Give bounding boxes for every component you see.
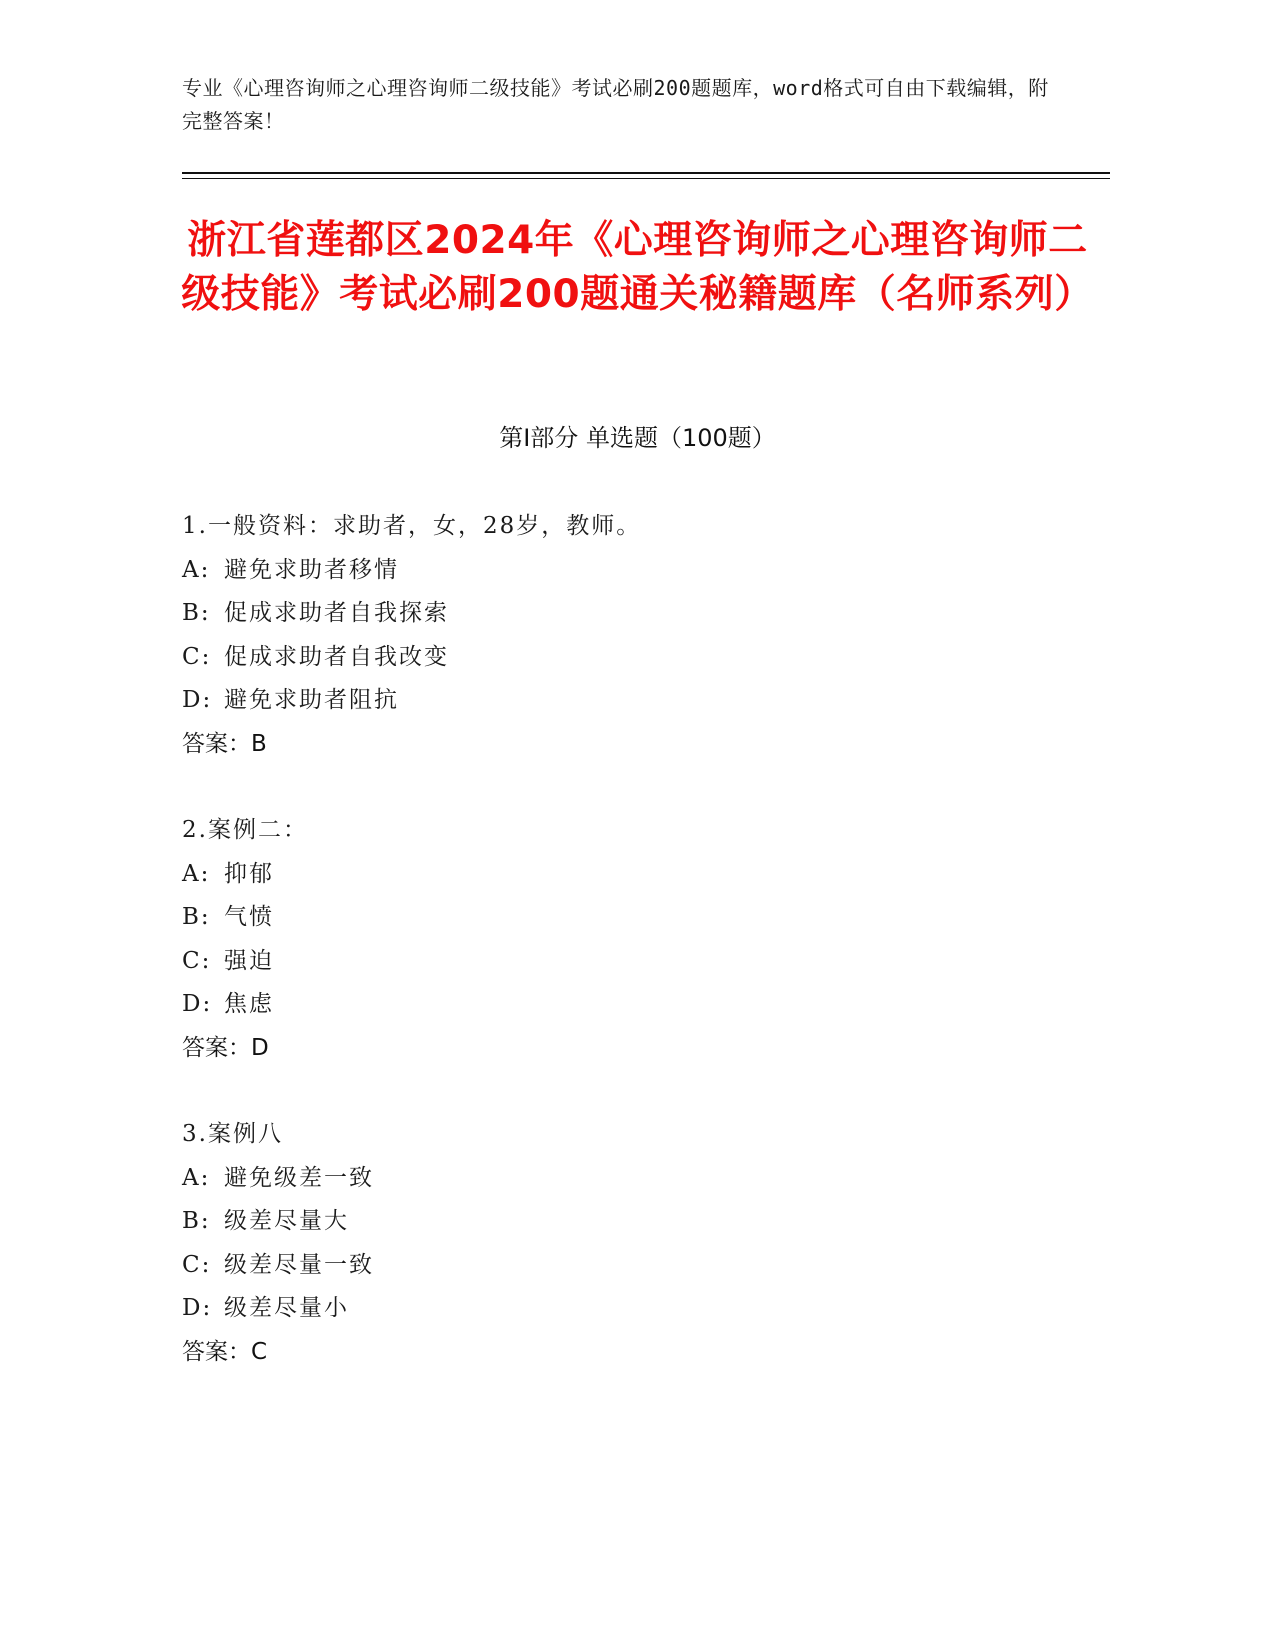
answer-line: 答案：C <box>182 1338 268 1365</box>
header-divider-thin <box>182 178 1110 179</box>
option-c <box>182 1244 1082 1288</box>
option-letter: C: <box>182 643 212 670</box>
option-a <box>182 853 1082 897</box>
option-letter: D: <box>182 687 213 713</box>
option-d <box>182 679 1082 723</box>
option-text: 避免求助者阻抗 <box>224 687 399 713</box>
option-d <box>182 1287 1082 1331</box>
option-text: 级差尽量一致 <box>224 1251 374 1278</box>
option-text: 焦虑 <box>224 991 274 1017</box>
question-list <box>182 505 1082 1417</box>
option-letter: A: <box>182 556 211 583</box>
option-letter: B: <box>182 600 211 626</box>
option-d <box>182 983 1082 1027</box>
option-text: 强迫 <box>224 947 274 974</box>
option-letter: C: <box>182 1251 212 1278</box>
question-stem: 2.案例二： <box>182 817 308 843</box>
header-note: 专业《心理咨询师之心理咨询师二级技能》考试必刷200题题库，word格式可自由下载编辑，附完整答案！ <box>182 76 1049 133</box>
option-letter: D: <box>182 991 213 1017</box>
option-letter: A: <box>182 1164 211 1191</box>
answer-line: 答案：B <box>182 730 267 757</box>
option-a <box>182 1157 1082 1201</box>
document-title: 浙江省莲都区2024年《心理咨询师之心理咨询师二级技能》考试必刷200题通关秘籍题库（名师系列） <box>181 218 1094 317</box>
question-stem: 1.一般资料：求助者，女，28岁，教师。 <box>182 513 642 539</box>
option-letter: A: <box>182 860 211 887</box>
question-2 <box>182 809 1082 1070</box>
option-text: 气愤 <box>224 904 274 930</box>
option-letter: D: <box>182 1295 213 1321</box>
option-text: 级差尽量大 <box>224 1208 349 1234</box>
question-stem: 3.案例八 <box>182 1121 283 1147</box>
option-letter: C: <box>182 947 212 974</box>
option-b <box>182 1200 1082 1244</box>
option-text: 抑郁 <box>224 860 274 887</box>
option-text: 避免级差一致 <box>224 1164 374 1191</box>
section-title: 第Ⅰ部分 单选题（100题） <box>499 424 776 452</box>
question-3 <box>182 1113 1082 1374</box>
option-c <box>182 940 1082 984</box>
question-1 <box>182 505 1082 766</box>
answer-line: 答案：D <box>182 1034 269 1061</box>
option-a <box>182 549 1082 593</box>
option-letter: B: <box>182 1208 211 1234</box>
option-b <box>182 592 1082 636</box>
option-text: 促成求助者自我探索 <box>224 600 449 626</box>
option-text: 级差尽量小 <box>224 1295 349 1321</box>
option-text: 促成求助者自我改变 <box>224 643 449 670</box>
option-letter: B: <box>182 904 211 930</box>
option-c <box>182 636 1082 680</box>
header-divider-thick <box>182 172 1110 174</box>
option-text: 避免求助者移情 <box>224 556 399 583</box>
option-b <box>182 896 1082 940</box>
